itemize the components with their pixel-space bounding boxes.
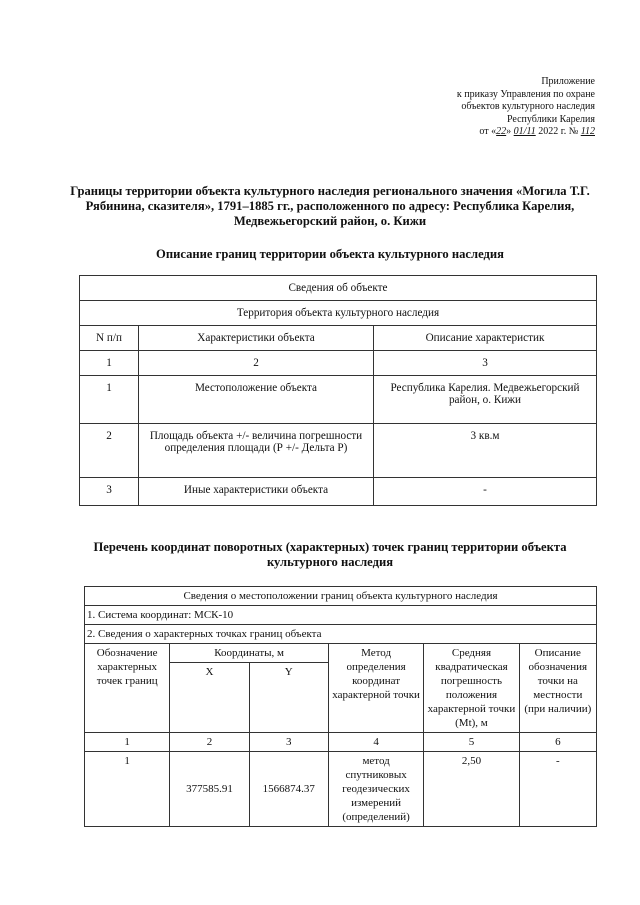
table-cell: Площадь объекта +/- величина погрешности определения площади (Р +/- Дельта Р) [139, 424, 374, 478]
column-header: Обозначение характерных точек границ [85, 644, 170, 733]
column-header: Описание характеристик [374, 326, 597, 351]
table-cell: - [519, 752, 596, 827]
appendix-date [457, 126, 595, 139]
table-header: Сведения о местоположении границ объекта культурного наследия [85, 587, 597, 606]
table-cell: 4 [328, 733, 423, 752]
document-title: Границы территории объекта культурного наследия регионального значения «Могила Т.Г. Рябинина, сказителя», 1791–1885 гг., расположенного по адресу: Республика Карелия, Медвежьегорский район, о. Кижи [70, 184, 590, 228]
table-row [85, 644, 597, 663]
column-header: Координаты, м [170, 644, 329, 663]
date-prefix: от « [479, 126, 497, 138]
table-cell: 2 [80, 424, 139, 478]
table-row [80, 376, 597, 424]
column-header: Y [249, 663, 328, 733]
table-cell: 5 [424, 733, 519, 752]
table-cell: 1 [80, 376, 139, 424]
table-header: Сведения об объекте [80, 276, 597, 301]
table-cell: метод спутниковых геодезических измерений (определений) [328, 752, 423, 827]
date-day: 22 [496, 126, 507, 138]
table-cell: 1 [80, 351, 139, 376]
column-header: Метод определения координат характерной точки [328, 644, 423, 733]
appendix-line: Республики Карелия [506, 113, 595, 125]
table-row [85, 733, 597, 752]
date-month: 01/11 [513, 126, 536, 138]
table-cell: 3 [249, 733, 328, 752]
appendix-line: к приказу Управления по охране [456, 88, 595, 100]
points-header: 2. Сведения о характерных точках границ объекта [85, 625, 597, 644]
table-cell: 2 [170, 733, 249, 752]
appendix-block [457, 76, 595, 139]
appendix-line: объектов культурного наследия [461, 101, 595, 113]
table-row [80, 424, 597, 478]
table-cell: Республика Карелия. Медвежьегорский район, о. Кижи [374, 376, 597, 424]
table-cell: 1566874.37 [249, 752, 328, 827]
table-cell: Иные характеристики объекта [139, 478, 374, 506]
table-cell: 3 [374, 351, 597, 376]
coordinates-table [84, 586, 597, 827]
table-cell: 2 [139, 351, 374, 376]
table-cell: 3 кв.м [374, 424, 597, 478]
table-cell: Местоположение объекта [139, 376, 374, 424]
table-cell: 377585.91 [170, 752, 249, 827]
table-cell: 1 [85, 733, 170, 752]
object-info-table [79, 275, 597, 506]
table-row [80, 351, 597, 376]
table-row [85, 752, 597, 827]
order-number: 112 [580, 126, 595, 138]
column-header: Средняя квадратическая погрешность положения характерной точки (Мt), м [424, 644, 519, 733]
table-header: Территория объекта культурного наследия [80, 301, 597, 326]
table-row [80, 326, 597, 351]
table-cell: 6 [519, 733, 596, 752]
coordinate-system: 1. Система координат: МСК-10 [85, 606, 597, 625]
section-title: Описание границ территории объекта культурного наследия [156, 247, 504, 261]
date-year: 2022 г. № [538, 126, 579, 138]
table-row [80, 478, 597, 506]
table-cell: 1 [85, 752, 170, 827]
section-title: Перечень координат поворотных (характерных) точек границ территории объекта культурного наследия [93, 540, 567, 569]
table-cell: 2,50 [424, 752, 519, 827]
column-header: Описание обозначения точки на местности (при наличии) [519, 644, 596, 733]
appendix-line: Приложение [541, 76, 595, 87]
column-header: N п/п [80, 326, 139, 351]
table-cell: 3 [80, 478, 139, 506]
column-header: Характеристики объекта [139, 326, 374, 351]
column-header: X [170, 663, 249, 733]
date-mid: » [506, 126, 512, 138]
table-cell: - [374, 478, 597, 506]
